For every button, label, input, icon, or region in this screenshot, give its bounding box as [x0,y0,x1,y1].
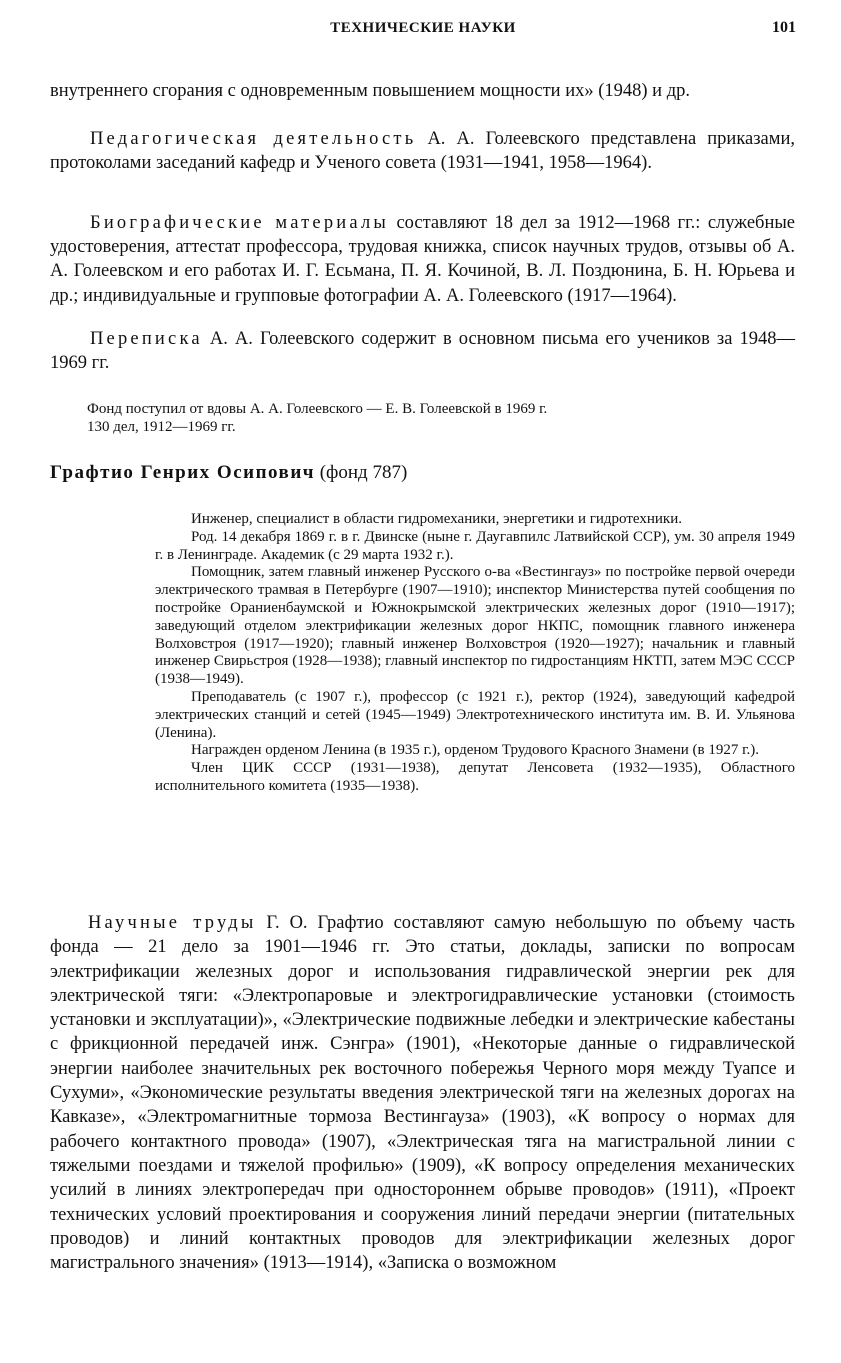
bio-awards: Награжден орденом Ленина (в 1935 г.), орденом Трудового Красного Знамени (в 1927 г.). [191,742,760,759]
scientific-works-lead: Научные труды [88,913,257,933]
bio-career: Помощник, затем главный инженер Русского о-ва «Вестингауз» по постройке первой очереди электрического трамвая в Петербурге (1907—1910); инспектор Министерства путей сообщения по постройке Ораниенбаумской и Южнокрымской электрических железных дорог (1910—1917); заведующий отделом электрификации железных дорог НКПС, помощник главного инженера Волховстроя (1917—1920); главный инженер Волховстроя (1920—1927); начальник и главный инженер Свирьстроя (1928—1938); главный инспектор по гидростанциям НКТП, затем МЭС СССР (1938—1949). [155,564,795,688]
running-title: ТЕХНИЧЕСКИЕ НАУКИ [330,20,516,36]
correspondence-lead: Переписка [90,329,203,349]
pedagogical-text: А. А. Голеевского представлена приказами, протоколами заседаний кафедр и Ученого совета (1931—1941, 1958—1964). [50,129,795,174]
bio-membership: Член ЦИК СССР (1931—1938), депутат Ленсовета (1932—1935), Областного исполнительного комитета (1935—1938). [155,760,795,794]
section-heading [50,462,407,484]
paragraph-pedagogical [50,127,795,175]
paragraph-biographical [50,211,795,308]
paragraph-1 [50,79,795,103]
fond-note-line-1: Фонд поступил от вдовы А. А. Голеевского — Е. В. Голеевской в 1969 г. [87,401,548,417]
fond-note [87,401,767,437]
biographical-lead: Биографические материалы [90,213,390,233]
paragraph-scientific-works [50,911,795,1275]
fond-note-line-2: 130 дел, 1912—1969 гг. [87,418,236,435]
page-number: 101 [772,19,796,36]
pedagogical-lead: Педагогическая деятельность [90,129,417,149]
correspondence-text: А. А. Голеевского содержит в основном письма его учеников за 1948—1969 гг. [50,329,795,374]
paragraph-correspondence [50,327,795,375]
bio-teaching: Преподаватель (с 1907 г.), профессор (с 1921 г.), ректор (1924), заведующий кафедрой электрических станций и сетей (1945—1949) Электротехнического института им. В. И. Ульянова (Ленина). [155,688,795,741]
person-name: Графтио Генрих Осипович [50,462,315,483]
page-header [50,20,796,46]
bio-dates: Род. 14 декабря 1869 г. в г. Двинске (ныне г. Даугавпилс Латвийской ССР), ум. 30 апреля 1949 г. в Ленинграде. Академик (с 29 марта 1932 г.). [155,528,795,563]
biographical-text: составляют 18 дел за 1912—1968 гг.: служебные удостоверения, аттестат профессора, трудовая книжка, список научных трудов, отзывы об А. А. Голеевском и его работах И. Г. Есьмана, П. Я. Кочиной, В. Л. Поздюнина, Б. Н. Юрьева и др.; индивидуальные и групповые фотографии А. А. Голеевского (1917—1964). [50,213,795,306]
bio-specialty: Инженер, специалист в области гидромеханики, энергетики и гидротехники. [191,511,682,527]
fond-number: (фонд 787) [314,462,408,483]
paragraph-1-text: внутреннего сгорания с одновременным повышением мощности их» (1948) и др. [50,81,690,101]
scientific-works-text: Г. О. Графтио составляют самую небольшую по объему часть фонда — 21 дело за 1901—1946 гг. Это статьи, доклады, записки по вопросам электрификации железных дорог и использования гидравлической энергии рек для электрической тяги: «Электропаровые и электрогидравлические установки (стоимость установки и эксплуатации)», «Электрические подвижные лебедки и электрические кабестаны с фрикционной передачей инж. Сэнгра» (1901), «Некоторые данные о гидравлической энергии наиболее значительных рек восточного побережья Черного моря между Туапсе и Сухуми», «Экономические результаты введения электрической тяги на железных дорогах на Кавказе», «Электромагнитные тормоза Вестингауза» (1903), «К вопросу о нормах для рабочего контактного провода» (1907), «Электрическая тяга на магистральной линии с тяжелыми поездами и тяжелой профилью» (1909), «К вопросу определения механических усилий в линиях электропередач при одностороннем обрыве проводов» (1911), «Проект технических условий проектирования и сооружения линий передачи энергии (питательных проводов) и линий контактных проводов для электрификации железных дорог магистрального значения» (1913—1914), «Записка о возможном [50,913,795,1274]
biography-block [155,511,795,796]
